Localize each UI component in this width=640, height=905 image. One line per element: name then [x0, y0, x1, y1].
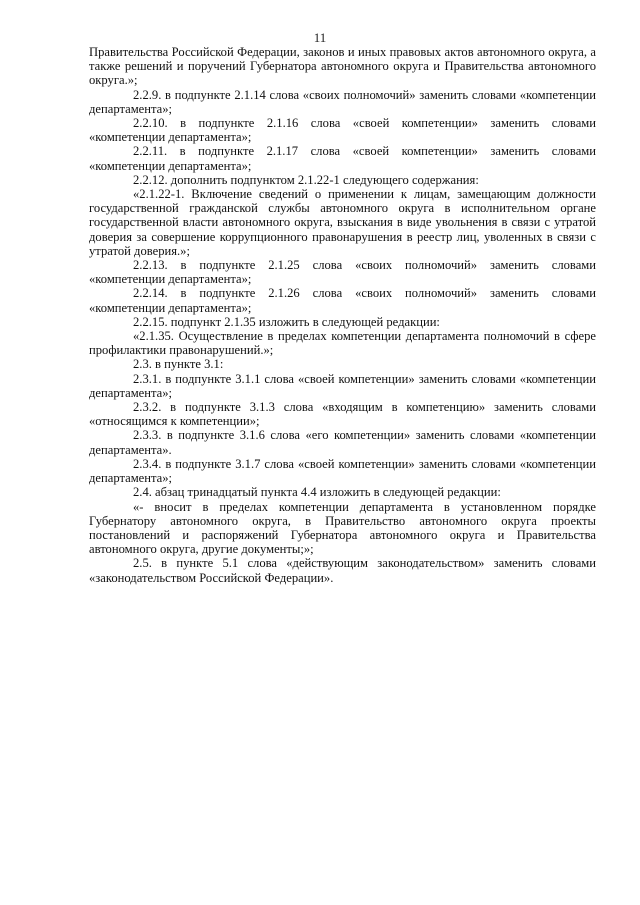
- paragraph-continuation: Правительства Российской Федерации, законов и иных правовых актов автономного округа, а также решений и поручений Губернатора автономного округа и Правительства автономного округа.»;: [89, 45, 596, 88]
- paragraph-2-2-14: 2.2.14. в подпункте 2.1.26 слова «своих полномочий» заменить словами «компетенции департамента»;: [89, 286, 596, 315]
- paragraph-2-4: 2.4. абзац тринадцатый пункта 4.4 изложить в следующей редакции:: [133, 485, 501, 500]
- page-number: 11: [313, 30, 327, 45]
- paragraph-2-2-13: 2.2.13. в подпункте 2.1.25 слова «своих полномочий» заменить словами «компетенции департамента»;: [89, 258, 596, 287]
- paragraph-2-3-3: 2.3.3. в подпункте 3.1.6 слова «его компетенции» заменить словами «компетенции департамента».: [89, 428, 596, 457]
- paragraph-2-2-10: 2.2.10. в подпункте 2.1.16 слова «своей компетенции» заменить словами «компетенции департамента»;: [89, 116, 596, 145]
- paragraph-2-2-11: 2.2.11. в подпункте 2.1.17 слова «своей компетенции» заменить словами «компетенции департамента»;: [89, 144, 596, 173]
- paragraph-2-2-9: 2.2.9. в подпункте 2.1.14 слова «своих полномочий» заменить словами «компетенции департамента»;: [89, 87, 596, 116]
- paragraph-2-2-15: 2.2.15. подпункт 2.1.35 изложить в следующей редакции:: [133, 314, 440, 329]
- document-body: [89, 45, 596, 585]
- paragraph-2-3-4: 2.3.4. в подпункте 3.1.7 слова «своей компетенции» заменить словами «компетенции департамента»;: [89, 456, 596, 486]
- paragraph-2-1-35: «2.1.35. Осуществление в пределах компетенции департамента полномочий в сфере профилактики правонарушений.»;: [89, 329, 596, 358]
- paragraph-2-5: 2.5. в пункте 5.1 слова «действующим законодательством» заменить словами «законодательством Российской Федерации».: [89, 556, 596, 585]
- paragraph-2-3: 2.3. в пункте 3.1:: [133, 357, 224, 372]
- paragraph-2-2-12: 2.2.12. дополнить подпунктом 2.1.22-1 следующего содержания:: [133, 172, 479, 187]
- paragraph-2-3-2: 2.3.2. в подпункте 3.1.3 слова «входящим в компетенцию» заменить словами «относящимся к компетенции»;: [89, 400, 596, 429]
- paragraph-4-4-quote: «- вносит в пределах компетенции департамента в установленном порядке Губернатору автономного округа, в Правительство автономного округа проекты постановлений и распоряжений Губернатора автономного округа и Правительства автономного округа, другие документы;»;: [89, 499, 596, 557]
- paragraph-2-3-1: 2.3.1. в подпункте 3.1.1 слова «своей компетенции» заменить словами «компетенции департамента»;: [89, 371, 596, 400]
- paragraph-2-1-22-1: «2.1.22-1. Включение сведений о применении к лицам, замещающим должности государственной гражданской службы автономного округа в исполнительном органе государственной власти автономного округа, взыскания в виде увольнения в связи с утратой доверия за совершение коррупционного правонарушения в реестр лиц, уволенных в связи с утратой доверия.»;: [89, 187, 596, 258]
